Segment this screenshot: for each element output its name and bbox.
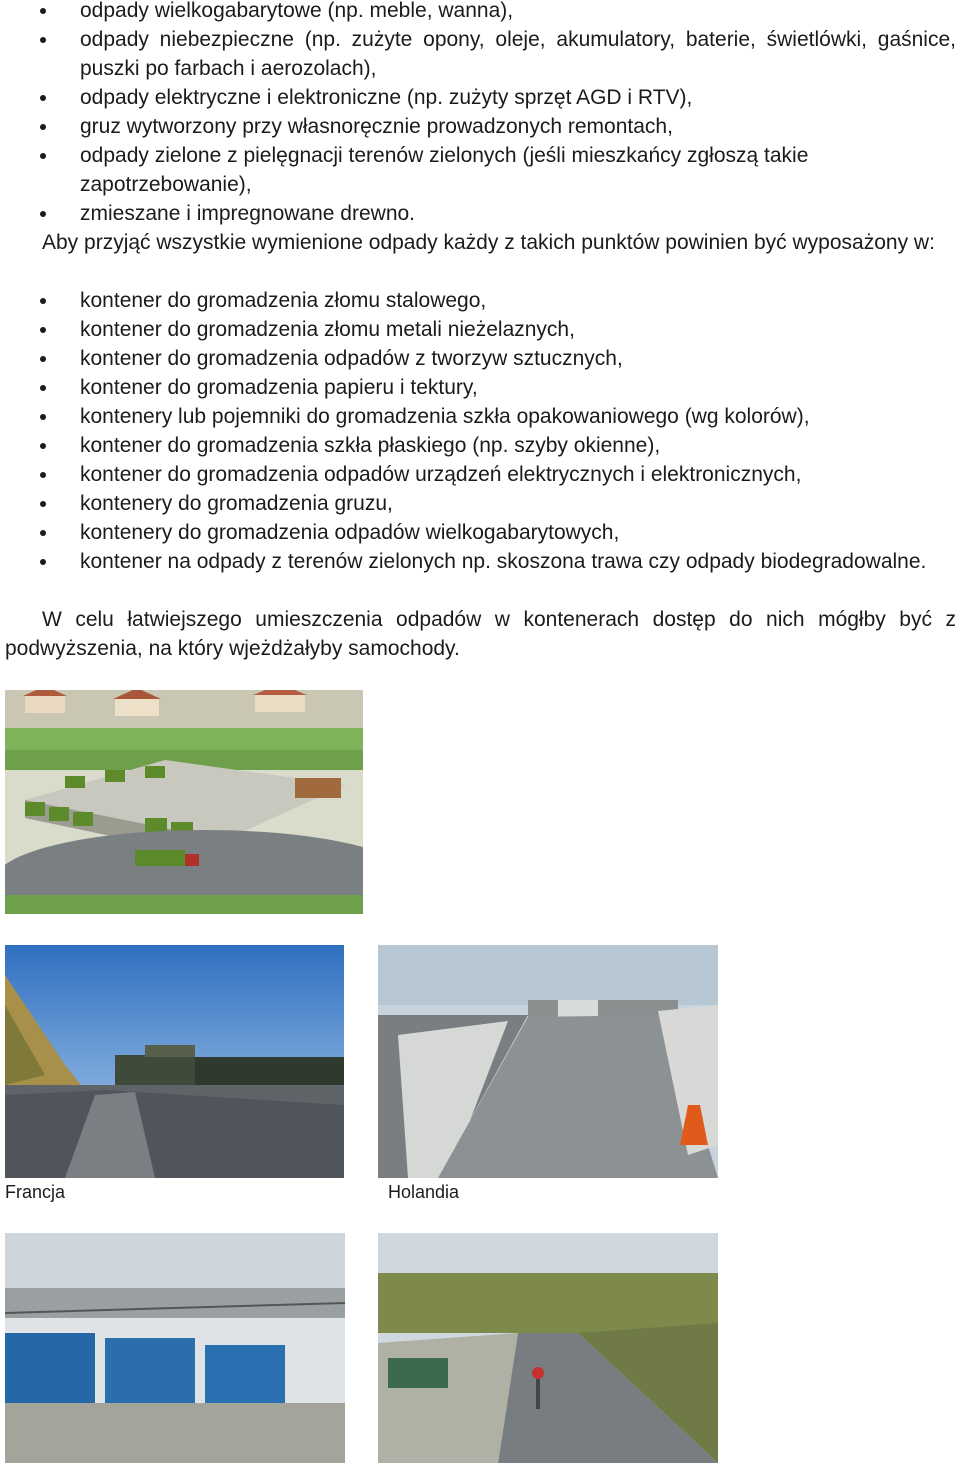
list-item: kontener do gromadzenia szkła płaskiego (np. szyby okienne),	[0, 431, 956, 460]
containers-list	[0, 286, 956, 576]
collection-point-illustration	[5, 690, 363, 914]
list-item: odpady niebezpieczne (np. zużyte opony, oleje, akumulatory, baterie, świetlówki, gaśnice, puszki po farbach i aerozolach),	[0, 25, 956, 83]
list-item: kontener do gromadzenia złomu stalowego,	[0, 286, 956, 315]
bullet-icon	[40, 8, 46, 14]
bullet-icon	[40, 37, 46, 43]
bullet-icon	[40, 298, 46, 304]
bullet-icon	[40, 153, 46, 159]
equipment-intro-paragraph: Aby przyjąć wszystkie wymienione odpady każdy z takich punktów powinien być wyposażony w:	[42, 231, 935, 254]
bullet-icon	[40, 414, 46, 420]
list-item: zmieszane i impregnowane drewno.	[0, 199, 956, 228]
photo-blue-containers	[5, 1233, 345, 1463]
access-paragraph: W celu łatwiejszego umieszczenia odpadów w kontenerach dostęp do nich mógłby być z podwyższenia, na który wjeżdżałyby samochody.	[5, 608, 956, 660]
photo-ramp-road	[378, 1233, 718, 1463]
bullet-icon	[40, 124, 46, 130]
list-item: kontener do gromadzenia papieru i tektury,	[0, 373, 956, 402]
bullet-icon	[40, 443, 46, 449]
bullet-icon	[40, 95, 46, 101]
bullet-icon	[40, 211, 46, 217]
list-item: kontenery lub pojemniki do gromadzenia szkła opakowaniowego (wg kolorów),	[0, 402, 956, 431]
list-item: kontener do gromadzenia złomu metali nieżelaznych,	[0, 315, 956, 344]
list-item: kontenery do gromadzenia odpadów wielkogabarytowych,	[0, 518, 956, 547]
list-item: odpady zielone z pielęgnacji terenów zielonych (jeśli mieszkańcy zgłoszą takie zapotrzebowanie),	[0, 141, 956, 199]
list-item: odpady wielkogabarytowe (np. meble, wanna),	[0, 0, 956, 25]
list-item: gruz wytworzony przy własnoręcznie prowadzonych remontach,	[0, 112, 956, 141]
caption-france: Francja	[5, 1182, 66, 1202]
bullet-icon	[40, 559, 46, 565]
bullet-icon	[40, 385, 46, 391]
bullet-icon	[40, 472, 46, 478]
bullet-icon	[40, 501, 46, 507]
list-item: kontener na odpady z terenów zielonych np. skoszona trawa czy odpady biodegradowalne.	[0, 547, 956, 576]
photo-france	[5, 945, 344, 1178]
list-item: kontener do gromadzenia odpadów urządzeń elektrycznych i elektronicznych,	[0, 460, 956, 489]
bullet-icon	[40, 327, 46, 333]
caption-netherlands: Holandia	[388, 1182, 460, 1202]
waste-types-list	[0, 0, 956, 228]
list-item: kontener do gromadzenia odpadów z tworzyw sztucznych,	[0, 344, 956, 373]
photo-netherlands	[378, 945, 718, 1178]
bullet-icon	[40, 356, 46, 362]
bullet-icon	[40, 530, 46, 536]
list-item: odpady elektryczne i elektroniczne (np. zużyty sprzęt AGD i RTV),	[0, 83, 956, 112]
list-item: kontenery do gromadzenia gruzu,	[0, 489, 956, 518]
